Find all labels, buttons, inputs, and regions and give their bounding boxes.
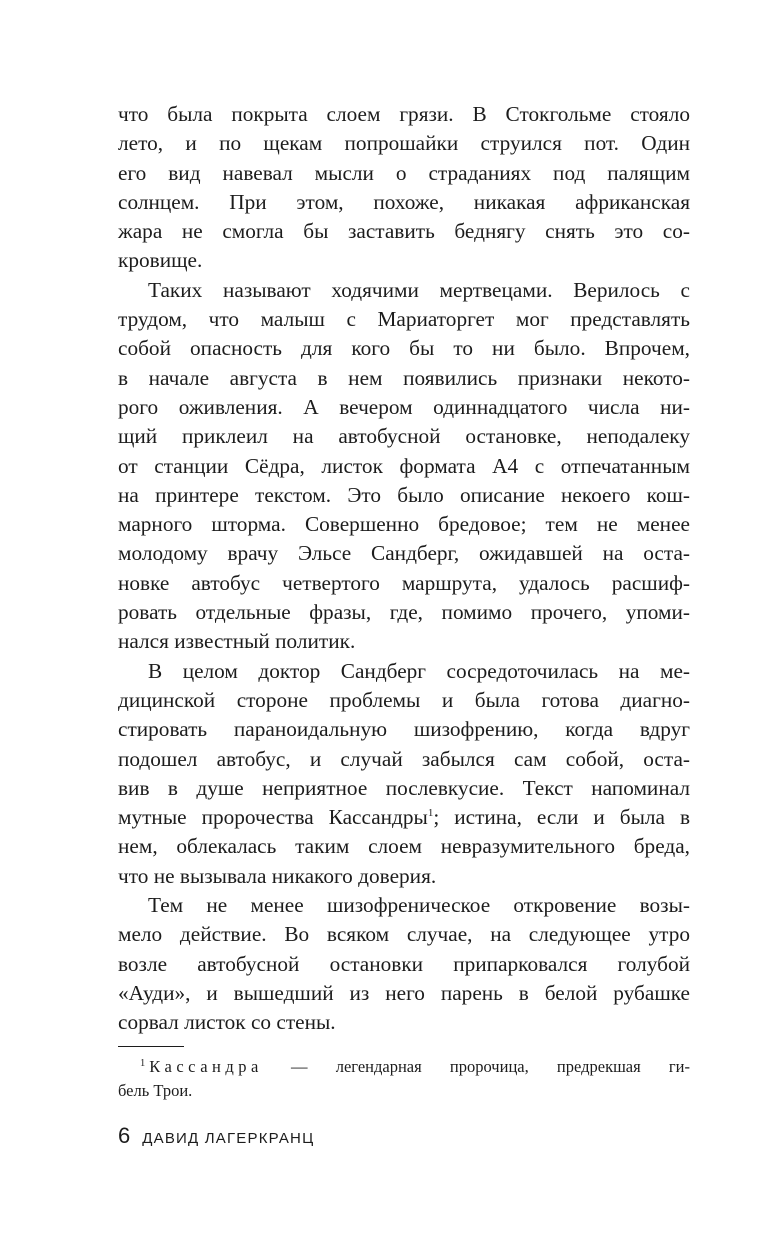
footnote-line: бель Трои.: [118, 1081, 193, 1100]
text-line: молодому врачу Эльсе Сандберг, ожидавшей на оста-: [118, 541, 690, 566]
footnote: [118, 1055, 690, 1103]
paragraph-4: [118, 891, 690, 1037]
text-line: на принтере текстом. Это было описание некоего кош-: [118, 482, 690, 507]
paragraph-3: [118, 657, 690, 891]
text-line: мело действие. Во всяком случае, на следующее утро: [118, 922, 690, 947]
text-line: вив в душе неприятное послевкусие. Текст напоминал: [118, 775, 690, 800]
text-line: марного шторма. Совершенно бредовое; тем не менее: [118, 512, 690, 537]
line-text-before-mark: мутные пророчества Кассандры: [118, 805, 428, 830]
text-line: сорвал листок со стены.: [118, 1010, 336, 1035]
text-line: новке автобус четвертого маршрута, удалось расшиф-: [118, 570, 690, 595]
text-line: стировать параноидальную шизофрению, когда вдруг: [118, 717, 690, 742]
text-line: Тем не менее шизофреническое откровение возы-: [148, 893, 690, 918]
text-line: жара не смогла бы заставить беднягу снять это со-: [118, 219, 690, 244]
text-line: что была покрыта слоем грязи. В Стокгольме стояло: [118, 102, 690, 126]
text-line: нался известный политик.: [118, 629, 356, 654]
text-line: «Ауди», и вышедший из него парень в белой рубашке: [118, 980, 690, 1005]
line-text-after-mark: ; истина, если и была в: [433, 805, 690, 830]
paragraph-1: [118, 100, 690, 276]
footnote-line: [118, 1055, 690, 1079]
paragraph-2: [118, 276, 690, 657]
text-line: В целом доктор Сандберг сосредоточилась на ме-: [148, 658, 690, 683]
text-line: возле автобусной остановки припарковался голубой: [118, 951, 690, 976]
footnote-definition: — легендарная пророчица, предрекшая ги-: [262, 1057, 690, 1076]
text-line: кровище.: [118, 248, 203, 273]
text-line: ровать отдельные фразы, где, помимо прочего, упоми-: [118, 600, 690, 625]
text-line-with-footnote-mark: [118, 803, 690, 832]
footnote-term: Кассандра: [149, 1057, 263, 1076]
author-name: ДАВИД ЛАГЕРКРАНЦ: [142, 1130, 315, 1147]
text-line: его вид навевал мысли о страданиях под палящим: [118, 160, 690, 185]
text-line: подошел автобус, и случай забылся сам собой, оста-: [118, 746, 690, 771]
footnote-mark: 1: [427, 807, 434, 820]
footnote-number: 1: [140, 1058, 146, 1069]
text-line: Таких называют ходячими мертвецами. Верилось с: [148, 277, 690, 302]
main-text: [118, 100, 690, 1038]
text-line: в начале августа в нем появились признаки некото-: [118, 365, 690, 390]
footnote-divider: [118, 1046, 184, 1047]
page-number: 6: [118, 1123, 131, 1148]
text-line: щий приклеил на автобусной остановке, неподалеку: [118, 424, 690, 449]
running-footer: [118, 1123, 314, 1153]
text-line: от станции Сёдра, листок формата А4 с отпечатанным: [118, 453, 690, 478]
text-line: солнцем. При этом, похоже, никакая африканская: [118, 189, 690, 214]
text-line: нем, облекалась таким слоем невразумительного бреда,: [118, 834, 690, 859]
text-line: что не вызывала никакого доверия.: [118, 863, 437, 888]
text-line: рого оживления. А вечером одиннадцатого числа ни-: [118, 394, 690, 419]
text-line: собой опасность для кого бы то ни было. Впрочем,: [118, 336, 690, 361]
text-line: дицинской стороне проблемы и была готова диагно-: [118, 687, 690, 712]
text-line: лето, и по щекам попрошайки струился пот. Один: [118, 131, 690, 156]
text-line: трудом, что малыш с Мариаторгет мог представлять: [118, 307, 690, 332]
